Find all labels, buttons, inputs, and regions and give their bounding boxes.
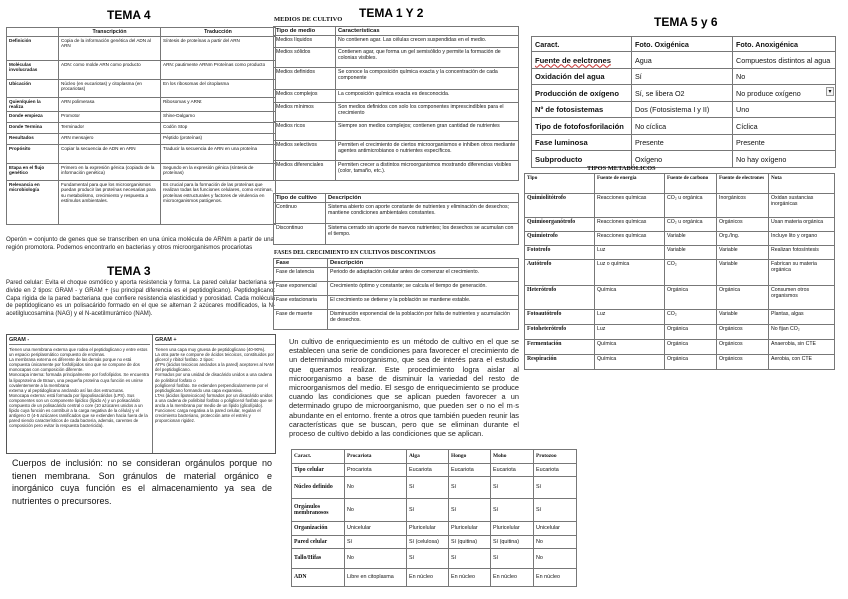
inclusion-bodies-paragraph: Cuerpos de inclusión: no se consideran orgánulos porque no tienen membrana. Son gránulos de material orgánico e inorgánico cuya función es el almacenamiento ya sea de nutrientes o precursores. [12,458,272,506]
table-cell: Quimioorganótrofo [525,218,595,232]
table-cell: Luz [595,325,665,340]
table-cell: Disminución exponencial de la población por falta de nutrientes y acumulación de desechos. [328,310,519,330]
table-cell: Sí [407,477,449,499]
table-header: Caract. [292,450,345,464]
table-cell: Aerobia, con CTE [769,355,835,370]
table-cell: En los ribosomas del citoplasma [161,80,276,98]
table-cell: Siempre son medios complejos; contienen gran cantidad de nutrientes [336,122,519,141]
table-cell: Sí [491,499,534,522]
enrichment-culture-paragraph: Un cultivo de enriquecimiento es un método de cultivo en el que se establecen una serie de condiciones para favorecer el crecimiento de un determinado microorganismo, que sea de interés para el estudio que queramos realizar. Este procedimiento logra aislar al microorganismo a base de disminuir la variedad del resto de microorganismos del medio. El sesgo de enriquecimiento se produce cuando las condiciones que se aplican pueden favorecer a un determinado grupo de microorganismo, que pueden ser o no el m·s abundante en el entorno. frente a otros que también pueden reunir las características que se buscan, pero que se eliminan durante el proceso de cultivo debido a las condiciones que se aplican. [289,337,519,439]
table-cell: Producción de oxígeno [532,85,632,102]
table-cell: Shine-Dalgarno [161,111,276,122]
table-header: Fuente de carbono [665,174,717,194]
table-cell: Medios sólidos [274,48,336,68]
table-cell: Luz [595,246,665,260]
gram-negative-text: Tienen una membrana externa que rodea el peptidoglicano y entre estos un espacio periplasmático compuesto de enzimas. [9,347,148,358]
table-cell: Orgánica [665,355,717,370]
cell-comparison-table [291,449,577,587]
table-cell: Orgánica [665,340,717,355]
table-cell: Realizan fotosíntesis [769,246,835,260]
table-cell: Fotoheterótrofo [525,325,595,340]
gram-positive-text: Funciones: carga negativa a la pared celular, regulan el crecimiento bacteriano, protección ante el estrés y proporcionan rigidez. [155,408,261,424]
operon-definition: Operón = conjunto de genes que se transcriben en una única molécula de ARNm a partir de una región promotora. Podemos encontrarlo en bacterias y otros microorganismos procariotas [6,236,274,252]
table-cell: Traducir la secuencia de ARN en una proteína [161,144,276,163]
chevron-down-icon[interactable]: ▾ [826,87,834,96]
table-cell: Variable [665,232,717,246]
table-header: Descripción [328,259,519,268]
table-header [7,28,59,37]
table-cell: Eucariota [407,464,449,477]
table-cell: Presente [733,135,836,151]
metabolic-types-title: TIPOS METABÓLICOS [587,165,656,172]
table-cell: En núcleo [407,569,449,587]
table-cell: Fundamental para que los microorganismos puedan producir las proteínas necesarias para su metabolismo, crecimiento y respuesta a estímulos ambientales. [59,180,161,224]
table-cell: Fabrican su materia orgánica [769,260,835,286]
table-cell: Luz o química [595,260,665,286]
table-cell: Luz [595,310,665,325]
table-cell: Libre en citoplasma [345,569,407,587]
table-cell: Química [595,286,665,310]
table-cell: Péptido (proteínas) [161,133,276,144]
gram-positive-column [153,335,276,453]
table-header: Moho [491,450,534,464]
table-cell: Sí (quitina) [449,536,491,549]
table-cell: Sí [449,477,491,499]
table-header: Foto. Anoxigénica [733,37,836,52]
table-cell: Sí (quitina) [491,536,534,549]
table-cell: Donde empieza [7,111,59,122]
gram-negative-text: La membrana externa es diferente de las demás porque no está compuesta únicamente por fosfolípidos sino que se compone de dos monocapas con composición diferente. [9,357,140,373]
table-cell: Sí [449,499,491,522]
table-cell: Unicelular [345,522,407,536]
table-cell: Autótrofo [525,260,595,286]
table-cell: Contienen agar, que forma un gel semisólido y permite la formación de colonias visibles. [336,48,519,68]
table-cell: Variable [717,260,769,286]
table-cell: ARN polimerasa [59,98,161,112]
table-cell: Primero en la expresión génica (copiado de la información genética) [59,163,161,180]
table-cell: La composición química exacta es desconocida. [336,90,519,103]
table-header: Fuente de energía [595,174,665,194]
table-cell: Unicelular [534,522,577,536]
table-cell: Respiración [525,355,595,370]
table-cell: No [534,536,577,549]
table-cell: No [733,69,836,85]
tema3-title: TEMA 3 [107,264,151,278]
table-header: Tipo [525,174,595,194]
table-cell: Fase de muerte [274,310,328,330]
gram-negative-text: Monocapa externa: está formada por lipopolisacáridos (LPS). Sus componentes son un componente lipídico (lípido A) y un polisacárido compuesto de un polisacárido central o core (10 azúcares unidos a un lípido cuya función es contribuir a la carga negativa de la célula) y el antígeno O (4-5 azúcares ramificados que se extienden hacia fuera de la pared siendo característicos de cada bacteria, además, carentes de composición pero evitar la respuesta bactericida). [9,392,148,429]
table-cell: No [534,549,577,569]
table-cell: Fuente de eelctrones [532,52,632,69]
table-header: Foto. Oxigénica [632,37,733,52]
table-cell: Tipo de fotofosforilación [532,118,632,135]
gram-negative-column [7,335,153,453]
table-cell: Sí [407,549,449,569]
gram-negative-text: externa y al peptidoglicano anclando así las dos estructuras. [9,387,125,393]
table-header: Fuente de electrones [717,174,769,194]
table-cell: Son medios definidos con solo los componentes imprescindibles para el crecimiento [336,103,519,122]
table-cell: Núcleo (en eucariotas) y citoplasma (en procariotas) [59,80,161,98]
table-cell: Medios mínimos [274,103,336,122]
table-cell: Medios complejos [274,90,336,103]
table-cell: Continuo [274,203,326,224]
table-cell: Tallo/Hifas [292,549,345,569]
table-cell: Quien/quien la realiza [7,98,59,112]
table-cell: Fase de latencia [274,268,328,282]
table-cell: Oxidan sustancias inorgánicas [769,194,835,218]
table-cell: Química [595,355,665,370]
table-cell: Medios diferenciales [274,161,336,181]
table-cell: Orgánica [665,286,717,310]
table-cell: Procariota [345,464,407,477]
table-cell: Relevancia en microbiología [7,180,59,224]
table-cell: Ubicación [7,80,59,98]
table-cell: Sí [534,477,577,499]
gram-positive-text: Formados por una unidad de disacárido unidos a una cadena de poliribitol fosfato o [155,372,273,383]
tema56-title: TEMA 5 y 6 [654,15,718,29]
table-cell: Presente [632,135,733,151]
table-cell: Periodo de adaptación celular antes de comenzar el crecimiento. [328,268,519,282]
table-cell: Inorgánicos [717,194,769,218]
table-cell: Orgánicos [717,218,769,232]
table-cell: Orgánica [717,286,769,310]
table-cell: Resultados [7,133,59,144]
table-cell: Heterótrofo [525,286,595,310]
table-cell: Es crucial para la formación de las proteínas que realizan todas las funciones celulares, como enzimas, proteínas estructurales y factores de virulencia en microorganismos patógenos. [161,180,276,224]
gram-negative-title: GRAM - [9,337,150,345]
gram-positive-text: Tienen una capa muy gruesa de peptidoglicano (40-90%). [155,347,266,352]
table-cell: Eucariota [449,464,491,477]
table-cell: Variable [665,246,717,260]
gram-positive-text: La otra parte se compone de ácidos teicoicos, constituidos por glicerol y ribitol fosfato. 2 tipos: [155,352,274,363]
table-cell: Segundo en la expresión génica (síntesis de proteínas) [161,163,276,180]
table-cell: Subproducto [532,151,632,168]
table-cell: Fase estacionaria [274,296,328,310]
table-cell: Orgánicos [717,355,769,370]
table-cell: Permiten crecer a distintos microorganismos mostrando diferencias visibles (color, tamaño, etc.). [336,161,519,181]
table-cell: Sí, se libera O2 [632,85,733,102]
table-cell: No hay oxígeno [733,151,836,168]
table-cell: ADN: como molde ARN como producto [59,61,161,80]
table-cell: Sí [491,549,534,569]
table-cell: Eucariota [534,464,577,477]
table-cell: ARN mensajero [59,133,161,144]
table-cell: Variable [717,310,769,325]
table-cell: Fermentación [525,340,595,355]
tema4-title: TEMA 4 [107,8,151,22]
table-cell: Sí [632,69,733,85]
table-cell: En núcleo [449,569,491,587]
table-header: Transcripción [59,28,161,37]
table-cell: Plantas, algas [769,310,835,325]
table-cell: En núcleo [491,569,534,587]
table-cell: Reacciones químicas [595,194,665,218]
table-cell: Medios líquidos [274,36,336,48]
table-header: Procariota [345,450,407,464]
table-cell: No contienen agar. Las células crecen suspendidas en el medio. [336,36,519,48]
table-cell: Sistema cerrado sin aporte de nuevos nutrientes; los desechos se acumulan con el tiempo. [326,224,519,245]
table-cell: Pluricelular [407,522,449,536]
table-cell: ARN: pautimente ARNm Proteínas como producto [161,61,276,80]
table-cell: No [345,499,407,522]
tema12-title: TEMA 1 Y 2 [359,6,424,20]
table-cell: Pluricelular [491,522,534,536]
table-cell: Consumen otros organismos [769,286,835,310]
table-header: Protozoo [534,450,577,464]
table-cell: Fase luminosa [532,135,632,151]
table-cell: Crecimiento óptimo y constante; se calcula el tiempo de generación. [328,282,519,296]
table-cell: Química [595,340,665,355]
table-cell: Copia de la información genética del ADN al ARN [59,37,161,61]
table-cell: Tipo celular [292,464,345,477]
culture-type-table [273,193,519,245]
table-cell: Sí [407,499,449,522]
culture-media-table [273,26,519,181]
table-cell: Sí [491,477,534,499]
table-cell: ADN [292,569,345,587]
table-cell: Agua [632,52,733,69]
table-header: Fase [274,259,328,268]
medios-title: MEDIOS DE CULTIVO [274,16,343,23]
gram-negative-text: Monocapa interna: formada principalmente por fosfolípidos. Se encuentra la lipoproteína de Braun, una pequeña proteína cuya función es unirse covalentemente a la membrana [9,372,149,388]
table-cell: Copiar la secuencia de ADN en ARN [59,144,161,163]
table-header: Descripción [326,194,519,203]
table-cell: Oxidación del agua [532,69,632,85]
table-cell: Sí [449,549,491,569]
table-cell: Permiten el crecimiento de ciertos microorganismos e inhiben otros mediante agentes antimicrobianos o nutrientes específicos. [336,141,519,161]
table-cell: Sí [345,536,407,549]
table-cell: Orgánulos membranosos [292,499,345,522]
table-cell: Organización [292,522,345,536]
table-cell: Síntesis de proteínas a partir del ARN [161,37,276,61]
table-cell: Orgánica [665,325,717,340]
table-cell: Org./Ing. [717,232,769,246]
table-cell: Se conoce la composición química exacta y la concentración de cada componente [336,68,519,90]
table-cell: CO₂ u orgánica [665,194,717,218]
table-cell: Incluye lito y organo [769,232,835,246]
table-cell: Moléculas involucradas [7,61,59,80]
table-header: Características [336,27,519,36]
table-cell: No [345,549,407,569]
table-cell: CO₂ [665,310,717,325]
table-cell: Nº de fotosistemas [532,102,632,118]
table-cell: No cíclica [632,118,733,135]
table-cell: No fijan CO₂ [769,325,835,340]
gram-positive-text: ATPs (ácidos teicoicos anclados a la pared) aceptores al NAM del peptidoglicano. [155,362,274,373]
table-cell: CO₂ [665,260,717,286]
table-cell: Medios ricos [274,122,336,141]
table-cell: En núcleo [534,569,577,587]
table-cell: Quimiotrofo [525,232,595,246]
photosynthesis-table [531,36,836,168]
table-cell: Compuestos distintos al agua [733,52,836,69]
table-header: Tipo de cultivo [274,194,326,203]
table-cell: Orgánicos [717,340,769,355]
table-cell: Cíclica [733,118,836,135]
table-cell: Fase exponencial [274,282,328,296]
table-cell: Discontinuo [274,224,326,245]
table-cell: Oxígeno [632,151,733,168]
table-cell: Propósito [7,144,59,163]
table-cell: Definición [7,37,59,61]
table-header: Caract. [532,37,632,52]
table-cell: Sí [534,499,577,522]
table-cell: No [345,477,407,499]
table-cell: Ribosomas y ARNt [161,98,276,112]
table-cell: Medios selectivos [274,141,336,161]
table-cell: Sí (celulosa) [407,536,449,549]
table-cell: Promotor [59,111,161,122]
table-header: Nota [769,174,835,194]
table-cell: Pared celular [292,536,345,549]
table-cell: Reacciones químicas [595,218,665,232]
table-cell: Terminador [59,122,161,133]
cell-wall-paragraph: Pared celular: Evita el choque osmótico y aporta resistencia y forma. La pared celular bacteriana se divide en 2 tipos: GRAM - y GRAM + (su principal diferencia es el peptidoglicano). Peptidoglicano: Capa rígida de la pared bacteriana que confiere resistencia elasticidad y porosidad. Cada molécula de peptidoglicano es un polisacárido formado en el que se alternan 2 azúcares modificados, la N-acetilglucosamina (NAG) y el N-acetilmurámico (NAM). [6,280,275,318]
table-cell: Reacciones químicas [595,232,665,246]
metabolic-types-table [524,173,835,370]
table-cell: Orgánicos [717,325,769,340]
table-cell: CO₂ u orgánica [665,218,717,232]
table-cell: Anaerobia, sin CTE [769,340,835,355]
table-cell: Etapa en el flujo genético [7,163,59,180]
table-cell: Fototrofo [525,246,595,260]
table-cell: Usan materia orgánica [769,218,835,232]
gram-positive-text: LTAs (ácidos lipoteicoicos) formados por un disacárido unidos a una cadena de poliribitol fosfato o poliglicerol fosfato que se ancla a la membrana por medio de un lípido (glicolípido). [155,392,273,409]
table-cell: Quimiolitótrofo [525,194,595,218]
table-cell: Fotoautótrofo [525,310,595,325]
table-cell: Medios definidos [274,68,336,90]
table-header: Traducción [161,28,276,37]
table-cell: Núcleo definido [292,477,345,499]
gram-positive-title: GRAM + [155,337,275,345]
transcription-translation-table [6,27,276,225]
table-cell: Dos (Fotosistema I y II) [632,102,733,118]
table-cell: Uno [733,102,836,118]
gram-positive-text: poliglicerol fosfato. Se extienden perpendicularmente por el peptidoglicano formando una capa expansiva. [155,382,268,393]
table-cell: Donde Termina [7,122,59,133]
table-cell: Sistema abierto con aporte constante de nutrientes y eliminación de desechos; mantiene condiciones ambientales constantes. [326,203,519,224]
table-cell: Variable [717,246,769,260]
table-cell: No produce oxígeno ▾ [733,85,836,102]
table-header: Tipo de medio [274,27,336,36]
table-header: Alga [407,450,449,464]
table-cell: Pluricelular [449,522,491,536]
gram-comparison-box [6,334,276,454]
table-cell: Eucariota [491,464,534,477]
growth-phases-title: FASES DEL CRECIMIENTO EN CULTIVOS DISCONTINUOS [274,250,436,256]
table-header: Hongo [449,450,491,464]
table-cell: El crecimiento se detiene y la población se mantiene estable. [328,296,519,310]
growth-phases-table [273,258,519,330]
table-cell: Codón Stop [161,122,276,133]
